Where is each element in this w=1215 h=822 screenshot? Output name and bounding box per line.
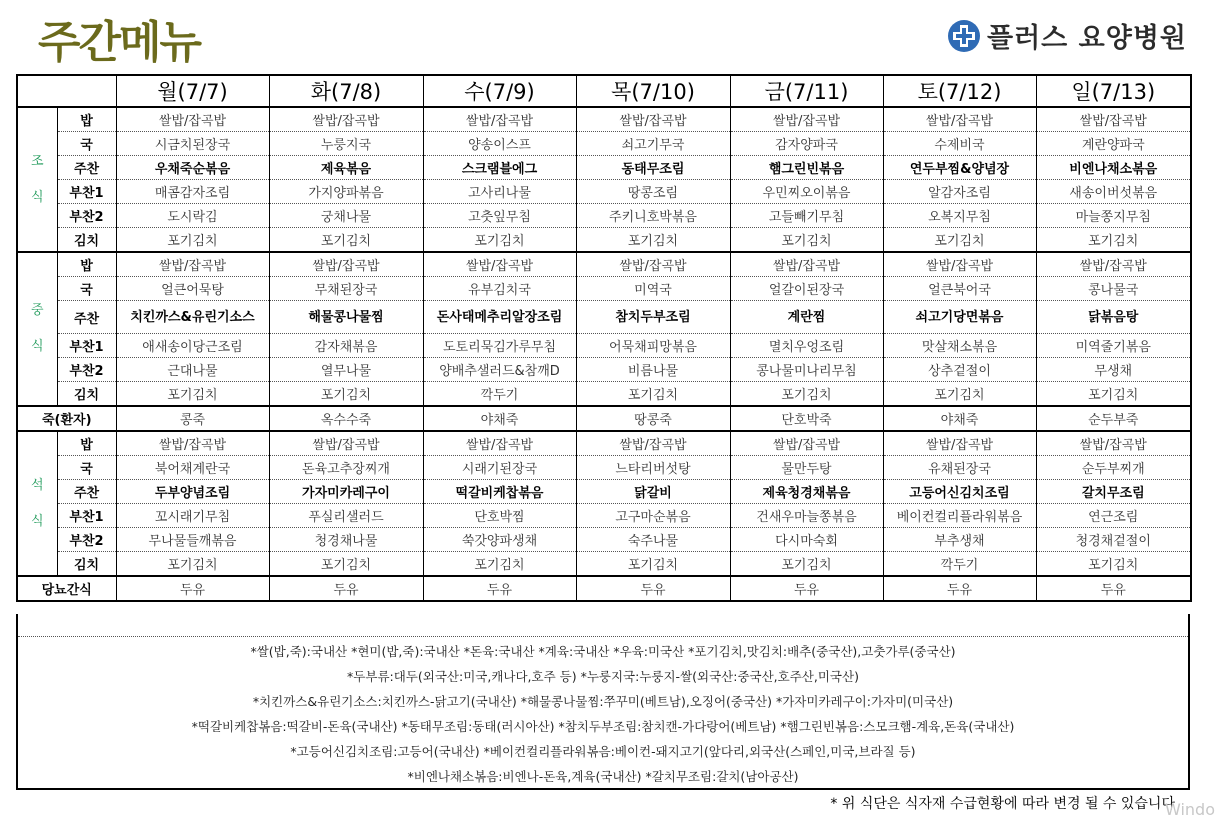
menu-cell: 콩죽 — [116, 406, 269, 431]
menu-cell: 콩나물미나리무침 — [730, 358, 883, 382]
category-label: 김치 — [57, 382, 116, 407]
menu-cell: 야채죽 — [423, 406, 576, 431]
day-header: 월(7/7) — [116, 75, 269, 107]
menu-row — [17, 107, 1191, 132]
menu-cell: 포기김치 — [1036, 552, 1191, 577]
menu-row — [17, 528, 1191, 552]
menu-cell: 깍두기 — [423, 382, 576, 407]
menu-cell: 깍두기 — [883, 552, 1036, 577]
menu-cell: 콩나물국 — [1036, 277, 1191, 301]
category-label: 부찬1 — [57, 334, 116, 358]
menu-cell: 포기김치 — [116, 552, 269, 577]
category-label: 밥 — [57, 431, 116, 456]
menu-cell: 고등어신김치조림 — [883, 480, 1036, 504]
menu-cell: 주키니호박볶음 — [576, 204, 730, 228]
menu-cell: 두유 — [576, 576, 730, 601]
menu-cell: 오복지무침 — [883, 204, 1036, 228]
menu-cell: 돈육고추장찌개 — [269, 456, 423, 480]
menu-cell: 가지양파볶음 — [269, 180, 423, 204]
dinner-label: 석 식 — [17, 431, 57, 576]
menu-cell: 동태무조림 — [576, 156, 730, 180]
menu-cell: 시금치된장국 — [116, 132, 269, 156]
menu-cell: 갈치무조림 — [1036, 480, 1191, 504]
menu-cell: 햄그린빈볶음 — [730, 156, 883, 180]
menu-cell: 포기김치 — [423, 552, 576, 577]
category-label: 국 — [57, 277, 116, 301]
porridge-row — [17, 406, 1191, 431]
menu-row — [17, 132, 1191, 156]
menu-cell: 매콤감자조림 — [116, 180, 269, 204]
menu-cell: 우민찌오이볶음 — [730, 180, 883, 204]
menu-cell: 수제비국 — [883, 132, 1036, 156]
menu-cell: 두유 — [423, 576, 576, 601]
notes-spacer — [18, 614, 1188, 637]
menu-cell: 베이컨컬리플라워볶음 — [883, 504, 1036, 528]
menu-cell: 근대나물 — [116, 358, 269, 382]
footer-note: * 위 식단은 식자재 수급현황에 따라 변경 될 수 있습니다 — [830, 796, 1175, 812]
category-label: 밥 — [57, 252, 116, 277]
category-label: 김치 — [57, 228, 116, 253]
menu-cell: 느타리버섯탕 — [576, 456, 730, 480]
category-label: 김치 — [57, 552, 116, 577]
menu-cell: 고사리나물 — [423, 180, 576, 204]
menu-row — [17, 180, 1191, 204]
category-label: 주찬 — [57, 480, 116, 504]
menu-cell: 포기김치 — [576, 228, 730, 253]
origin-note-line: *쌀(밥,죽):국내산 *현미(밥,죽):국내산 *돈육:국내산 *계육:국내산 *우육:미국산 *포기김치,맛김치:배추(중국산),고춧가루(중국산) — [250, 644, 956, 659]
menu-cell: 새송이버섯볶음 — [1036, 180, 1191, 204]
menu-cell: 쇠고기당면볶음 — [883, 301, 1036, 334]
menu-row — [17, 228, 1191, 253]
menu-cell: 양송이스프 — [423, 132, 576, 156]
menu-cell: 얼큰어묵탕 — [116, 277, 269, 301]
menu-cell: 두유 — [883, 576, 1036, 601]
menu-cell: 쌀밥/잡곡밥 — [576, 431, 730, 456]
menu-row — [17, 334, 1191, 358]
menu-row — [17, 480, 1191, 504]
menu-cell: 포기김치 — [883, 382, 1036, 407]
menu-cell: 숙주나물 — [576, 528, 730, 552]
menu-cell: 쌀밥/잡곡밥 — [730, 107, 883, 132]
menu-cell: 제육청경채볶음 — [730, 480, 883, 504]
menu-cell: 쌀밥/잡곡밥 — [730, 252, 883, 277]
category-label: 부찬2 — [57, 528, 116, 552]
menu-cell: 쌀밥/잡곡밥 — [883, 107, 1036, 132]
menu-cell: 닭볶음탕 — [1036, 301, 1191, 334]
menu-cell: 고춧잎무침 — [423, 204, 576, 228]
menu-cell: 푸실리샐러드 — [269, 504, 423, 528]
day-header: 화(7/8) — [269, 75, 423, 107]
menu-cell: 가자미카레구이 — [269, 480, 423, 504]
category-label: 국 — [57, 456, 116, 480]
menu-cell: 꼬시래기무침 — [116, 504, 269, 528]
menu-cell: 포기김치 — [1036, 382, 1191, 407]
menu-cell: 두부양념조림 — [116, 480, 269, 504]
menu-cell: 양배추샐러드&참깨D — [423, 358, 576, 382]
menu-cell: 계란양파국 — [1036, 132, 1191, 156]
category-label: 주찬 — [57, 301, 116, 334]
menu-cell: 순두부죽 — [1036, 406, 1191, 431]
menu-cell: 고구마순볶음 — [576, 504, 730, 528]
menu-cell: 두유 — [116, 576, 269, 601]
menu-cell: 다시마숙회 — [730, 528, 883, 552]
menu-cell: 비엔나채소볶음 — [1036, 156, 1191, 180]
menu-cell: 건새우마늘쫑볶음 — [730, 504, 883, 528]
porridge-label: 죽(환자) — [17, 406, 116, 431]
menu-cell: 쌀밥/잡곡밥 — [269, 431, 423, 456]
menu-cell: 포기김치 — [116, 228, 269, 253]
menu-cell: 감자채볶음 — [269, 334, 423, 358]
origin-notes — [18, 637, 1188, 789]
menu-row — [17, 431, 1191, 456]
menu-cell: 포기김치 — [730, 382, 883, 407]
menu-row — [17, 358, 1191, 382]
medical-cross-icon — [947, 19, 981, 53]
menu-cell: 쌀밥/잡곡밥 — [116, 107, 269, 132]
menu-cell: 청경채나물 — [269, 528, 423, 552]
day-header-row — [17, 75, 1191, 107]
menu-cell: 유채된장국 — [883, 456, 1036, 480]
diabetic-label: 당뇨간식 — [17, 576, 116, 601]
menu-cell: 단호박찜 — [423, 504, 576, 528]
menu-cell: 두유 — [1036, 576, 1191, 601]
menu-cell: 떡갈비케찹볶음 — [423, 480, 576, 504]
menu-cell: 두유 — [730, 576, 883, 601]
menu-cell: 맛살채소볶음 — [883, 334, 1036, 358]
menu-cell: 무나물들깨볶음 — [116, 528, 269, 552]
category-label: 부찬1 — [57, 504, 116, 528]
menu-cell: 쌀밥/잡곡밥 — [116, 431, 269, 456]
menu-cell: 쌀밥/잡곡밥 — [1036, 107, 1191, 132]
menu-cell: 단호박죽 — [730, 406, 883, 431]
menu-cell: 포기김치 — [116, 382, 269, 407]
menu-cell: 포기김치 — [423, 228, 576, 253]
category-label: 밥 — [57, 107, 116, 132]
category-label: 부찬2 — [57, 358, 116, 382]
menu-cell: 쌀밥/잡곡밥 — [116, 252, 269, 277]
category-label: 국 — [57, 132, 116, 156]
menu-cell: 쌀밥/잡곡밥 — [269, 252, 423, 277]
menu-cell: 감자양파국 — [730, 132, 883, 156]
menu-cell: 알감자조림 — [883, 180, 1036, 204]
menu-row — [17, 204, 1191, 228]
menu-cell: 열무나물 — [269, 358, 423, 382]
menu-cell: 제육볶음 — [269, 156, 423, 180]
menu-cell: 옥수수죽 — [269, 406, 423, 431]
menu-cell: 쇠고기무국 — [576, 132, 730, 156]
menu-cell: 포기김치 — [269, 552, 423, 577]
menu-cell: 쌀밥/잡곡밥 — [576, 252, 730, 277]
menu-cell: 도시락김 — [116, 204, 269, 228]
menu-cell: 땅콩죽 — [576, 406, 730, 431]
menu-cell: 마늘쫑지무침 — [1036, 204, 1191, 228]
menu-cell: 고들빼기무침 — [730, 204, 883, 228]
menu-row — [17, 301, 1191, 334]
category-label: 부찬2 — [57, 204, 116, 228]
origin-notes-box — [16, 614, 1190, 790]
menu-cell: 쌀밥/잡곡밥 — [1036, 252, 1191, 277]
menu-cell: 닭갈비 — [576, 480, 730, 504]
menu-cell: 쌀밥/잡곡밥 — [883, 431, 1036, 456]
lunch-label: 중 식 — [17, 252, 57, 406]
category-label: 부찬1 — [57, 180, 116, 204]
menu-cell: 유부김치국 — [423, 277, 576, 301]
hospital-logo — [947, 16, 1187, 55]
menu-cell: 미역국 — [576, 277, 730, 301]
menu-cell: 비름나물 — [576, 358, 730, 382]
menu-cell: 얼갈이된장국 — [730, 277, 883, 301]
menu-cell: 무생채 — [1036, 358, 1191, 382]
day-header: 금(7/11) — [730, 75, 883, 107]
menu-cell: 포기김치 — [730, 228, 883, 253]
menu-cell: 우채죽순볶음 — [116, 156, 269, 180]
menu-cell: 쌀밥/잡곡밥 — [883, 252, 1036, 277]
menu-cell: 미역줄기볶음 — [1036, 334, 1191, 358]
menu-cell: 애새송이당근조림 — [116, 334, 269, 358]
day-header: 수(7/9) — [423, 75, 576, 107]
menu-cell: 멸치우엉조림 — [730, 334, 883, 358]
menu-cell: 치킨까스&유린기소스 — [116, 301, 269, 334]
menu-cell: 참치두부조림 — [576, 301, 730, 334]
menu-cell: 어묵채피망볶음 — [576, 334, 730, 358]
weekly-menu-table — [16, 74, 1192, 602]
menu-row — [17, 382, 1191, 407]
menu-cell: 포기김치 — [576, 382, 730, 407]
page-title: 주간메뉴 — [38, 17, 201, 68]
os-watermark: Windo — [1165, 800, 1215, 819]
origin-note-line: *고등어신김치조림:고등어(국내산) *베이컨컬리플라워볶음:베이컨-돼지고기(앞다리,외국산(스페인,미국,브라질 등) — [290, 744, 916, 759]
menu-cell: 스크램블에그 — [423, 156, 576, 180]
menu-row — [17, 456, 1191, 480]
menu-cell: 쌀밥/잡곡밥 — [576, 107, 730, 132]
menu-cell: 땅콩조림 — [576, 180, 730, 204]
origin-note-line: *떡갈비케찹볶음:떡갈비-돈육(국내산) *동태무조림:동태(러시아산) *참치두부조림:참치캔-가다랑어(베트남) *햄그린빈볶음:스모크햄-계육,돈육(국내산) — [191, 719, 1015, 734]
menu-cell: 해물콩나물찜 — [269, 301, 423, 334]
header-corner — [17, 75, 116, 107]
menu-cell: 쌀밥/잡곡밥 — [423, 252, 576, 277]
menu-cell: 포기김치 — [883, 228, 1036, 253]
day-header: 목(7/10) — [576, 75, 730, 107]
menu-cell: 연두부찜&양념장 — [883, 156, 1036, 180]
breakfast-label: 조 식 — [17, 107, 57, 252]
menu-cell: 야채죽 — [883, 406, 1036, 431]
menu-cell: 돈사태메추리알장조림 — [423, 301, 576, 334]
menu-cell: 북어채계란국 — [116, 456, 269, 480]
origin-note-line: *두부류:대두(외국산:미국,캐나다,호주 등) *누룽지국:누룽지-쌀(외국산:중국산,호주산,미국산) — [347, 669, 859, 684]
menu-cell: 물만두탕 — [730, 456, 883, 480]
menu-row — [17, 552, 1191, 577]
day-header-saturday: 토(7/12) — [883, 75, 1036, 107]
menu-cell: 도토리묵김가루무침 — [423, 334, 576, 358]
category-label: 주찬 — [57, 156, 116, 180]
menu-cell: 쌀밥/잡곡밥 — [269, 107, 423, 132]
menu-cell: 계란찜 — [730, 301, 883, 334]
menu-cell: 포기김치 — [730, 552, 883, 577]
origin-note-line: *치킨까스&유린기소스:치킨까스-닭고기(국내산) *해물콩나물찜:쭈꾸미(베트남),오징어(중국산) *가자미카레구이:가자미(미국산) — [252, 694, 954, 709]
menu-row — [17, 252, 1191, 277]
hospital-name: 플러스 요양병원 — [987, 23, 1187, 54]
origin-note-line: *비엔나채소볶음:비엔나-돈육,계육(국내산) *갈치무조림:갈치(남아공산) — [407, 769, 799, 784]
menu-row — [17, 277, 1191, 301]
menu-cell: 쑥갓양파생채 — [423, 528, 576, 552]
diabetic-row — [17, 576, 1191, 601]
menu-cell: 포기김치 — [269, 382, 423, 407]
menu-cell: 무채된장국 — [269, 277, 423, 301]
menu-row — [17, 504, 1191, 528]
menu-cell: 누룽지국 — [269, 132, 423, 156]
menu-cell: 연근조림 — [1036, 504, 1191, 528]
menu-cell: 쌀밥/잡곡밥 — [423, 431, 576, 456]
menu-cell: 포기김치 — [576, 552, 730, 577]
menu-cell: 쌀밥/잡곡밥 — [423, 107, 576, 132]
menu-cell: 얼큰북어국 — [883, 277, 1036, 301]
menu-cell: 시래기된장국 — [423, 456, 576, 480]
menu-cell: 쌀밥/잡곡밥 — [1036, 431, 1191, 456]
menu-cell: 청경채겉절이 — [1036, 528, 1191, 552]
menu-cell: 두유 — [269, 576, 423, 601]
menu-cell: 포기김치 — [269, 228, 423, 253]
menu-row — [17, 156, 1191, 180]
menu-cell: 순두부찌개 — [1036, 456, 1191, 480]
menu-cell: 궁채나물 — [269, 204, 423, 228]
day-header-sunday: 일(7/13) — [1036, 75, 1191, 107]
menu-cell: 상추겉절이 — [883, 358, 1036, 382]
menu-cell: 포기김치 — [1036, 228, 1191, 253]
menu-cell: 쌀밥/잡곡밥 — [730, 431, 883, 456]
menu-cell: 부추생채 — [883, 528, 1036, 552]
